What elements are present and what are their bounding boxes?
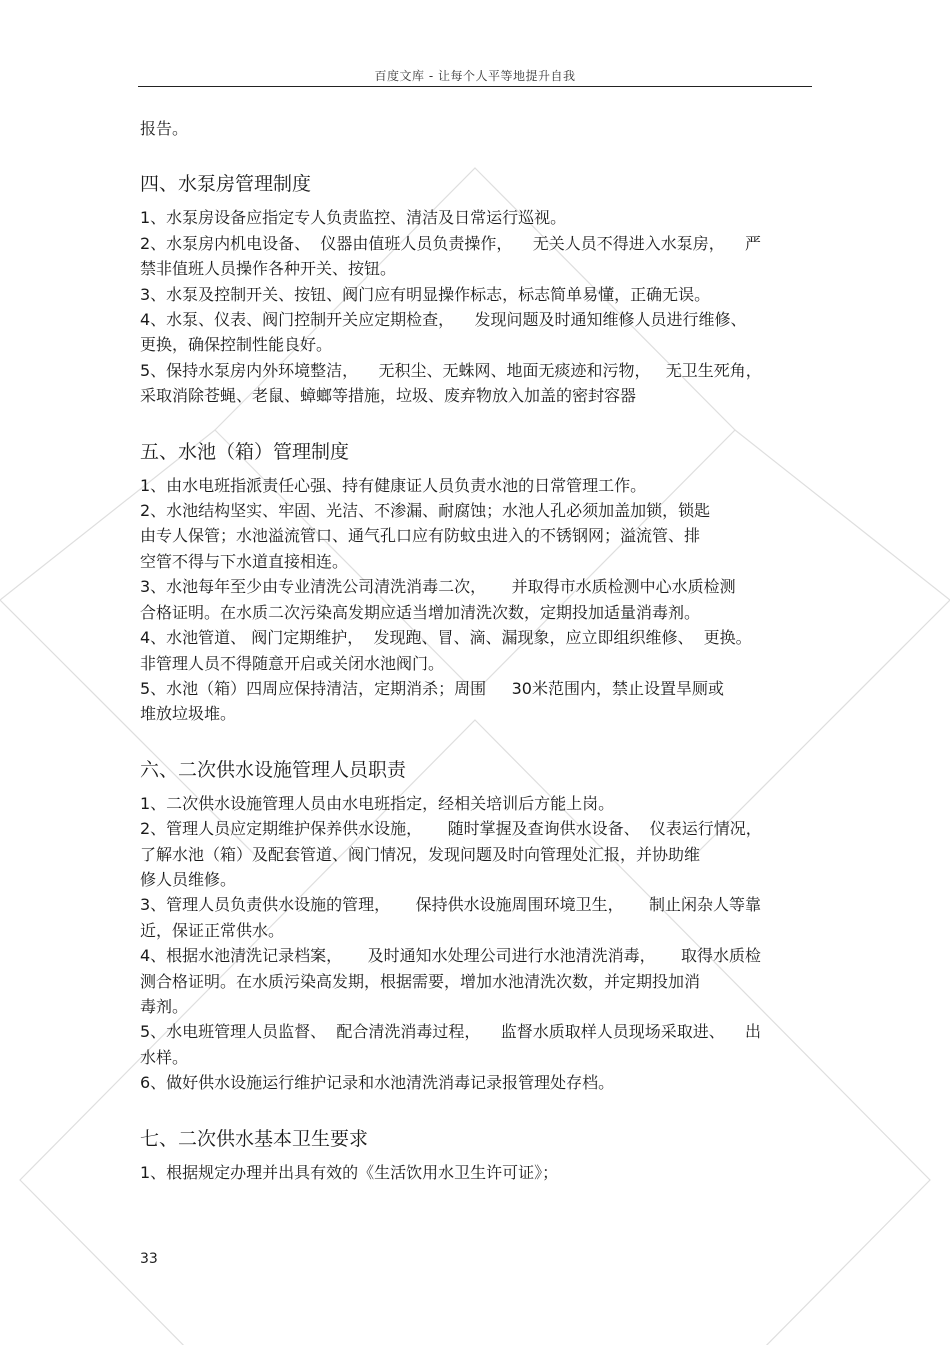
paragraph-line: 更换，确保控制性能良好。 <box>140 335 333 355</box>
document-body <box>140 116 812 1185</box>
page-number: 33 <box>140 1251 158 1267</box>
page-header: 百度文库 - 让每个人平等地提升自我 <box>374 69 576 83</box>
section-heading: 四、水泵房管理制度 <box>140 173 312 196</box>
paragraph-line: 1、由水电班指派责任心强、持有健康证人员负责水池的日常管理工作。 <box>140 475 647 495</box>
sections-container <box>140 171 812 1185</box>
paragraph-line: 1、根据规定办理并出具有效的《生活饮用水卫生许可证》； <box>140 1162 559 1182</box>
section-heading: 七、二次供水基本卫生要求 <box>140 1127 369 1150</box>
paragraph-line: 3、水泵及控制开关、按钮、阀门应有明显操作标志，标志简单易懂，正确无误。 <box>140 284 711 304</box>
paragraph-line: 非管理人员不得随意开启或关闭水池阀门。 <box>140 653 445 673</box>
paragraph-line: 近，保证正常供水。 <box>140 920 285 940</box>
paragraph-line: 4、水池管道、 阀门定期维护， 发现跑、冒、滴、漏现象，应立即组织维修、 更换。 <box>140 628 752 648</box>
paragraph-line: 6、做好供水设施运行维护记录和水池清洗消毒记录报管理处存档。 <box>140 1073 615 1093</box>
paragraph-line: 2、水泵房内机电设备、 仪器由值班人员负责操作， 无关人员不得进入水泵房， 严 <box>140 233 762 253</box>
paragraph-line: 1、水泵房设备应指定专人负责监控、清洁及日常运行巡视。 <box>140 208 567 228</box>
paragraph-line: 了解水池（箱）及配套管道、阀门情况，发现问题及时向管理处汇报，并协助维 <box>140 844 701 864</box>
section-heading: 五、水池（箱）管理制度 <box>140 440 350 463</box>
paragraph-line: 2、水池结构坚实、牢固、光洁、不渗漏、耐腐蚀；水池人孔必须加盖加锁，锁匙 <box>140 501 711 521</box>
paragraph-line: 5、水池（箱）四周应保持清洁，定期消杀；周围 30米范围内，禁止设置旱厕或 <box>140 678 724 698</box>
paragraph-line: 测合格证明。在水质污染高发期，根据需要，增加水池清洗次数，并定期投加消 <box>140 971 701 991</box>
paragraph-line: 1、二次供水设施管理人员由水电班指定，经相关培训后方能上岗。 <box>140 793 615 813</box>
intro-text: 报告。 <box>140 119 189 138</box>
paragraph-line: 2、管理人员应定期维护保养供水设施， 随时掌握及查询供水设备、 仪表运行情况， <box>140 819 762 839</box>
paragraph-line: 合格证明。在水质二次污染高发期应适当增加清洗次数，定期投加适量消毒剂。 <box>140 602 701 622</box>
section-heading: 六、二次供水设施管理人员职责 <box>140 758 407 781</box>
paragraph-line: 由专人保管；水池溢流管口、通气孔口应有防蚊虫进入的不锈钢网；溢流管、排 <box>140 526 701 546</box>
paragraph-line: 3、水池每年至少由专业清洗公司清洗消毒二次， 并取得市水质检测中心水质检测 <box>140 577 736 597</box>
paragraph-line: 毒剂。 <box>140 996 189 1016</box>
paragraph-line: 4、水泵、仪表、阀门控制开关应定期检查， 发现问题及时通知维修人员进行维修、 <box>140 310 747 330</box>
paragraph-line: 5、水电班管理人员监督、 配合清洗消毒过程， 监督水质取样人员现场采取进、 出 <box>140 1022 762 1042</box>
section <box>140 1126 812 1185</box>
paragraph-line: 4、根据水池清洗记录档案， 及时通知水处理公司进行水池清洗消毒， 取得水质检 <box>140 946 762 966</box>
paragraph-line: 修人员维修。 <box>140 869 237 889</box>
section <box>140 171 812 408</box>
paragraph-line: 5、保持水泵房内外环境整洁， 无积尘、无蛛网、地面无痰迹和污物， 无卫生死角， <box>140 360 762 380</box>
section <box>140 757 812 1096</box>
paragraph-line: 空管不得与下水道直接相连。 <box>140 551 349 571</box>
section <box>140 439 812 727</box>
header-divider <box>138 86 812 87</box>
paragraph-line: 3、管理人员负责供水设施的管理， 保持供水设施周围环境卫生， 制止闲杂人等靠 <box>140 895 762 915</box>
paragraph-line: 水样。 <box>140 1047 189 1067</box>
paragraph-line: 采取消除苍蝇、老鼠、蟑螂等措施，垃圾、废弃物放入加盖的密封容器 <box>140 386 637 406</box>
paragraph-line: 禁非值班人员操作各种开关、按钮。 <box>140 259 397 279</box>
paragraph-line: 堆放垃圾堆。 <box>140 704 237 724</box>
